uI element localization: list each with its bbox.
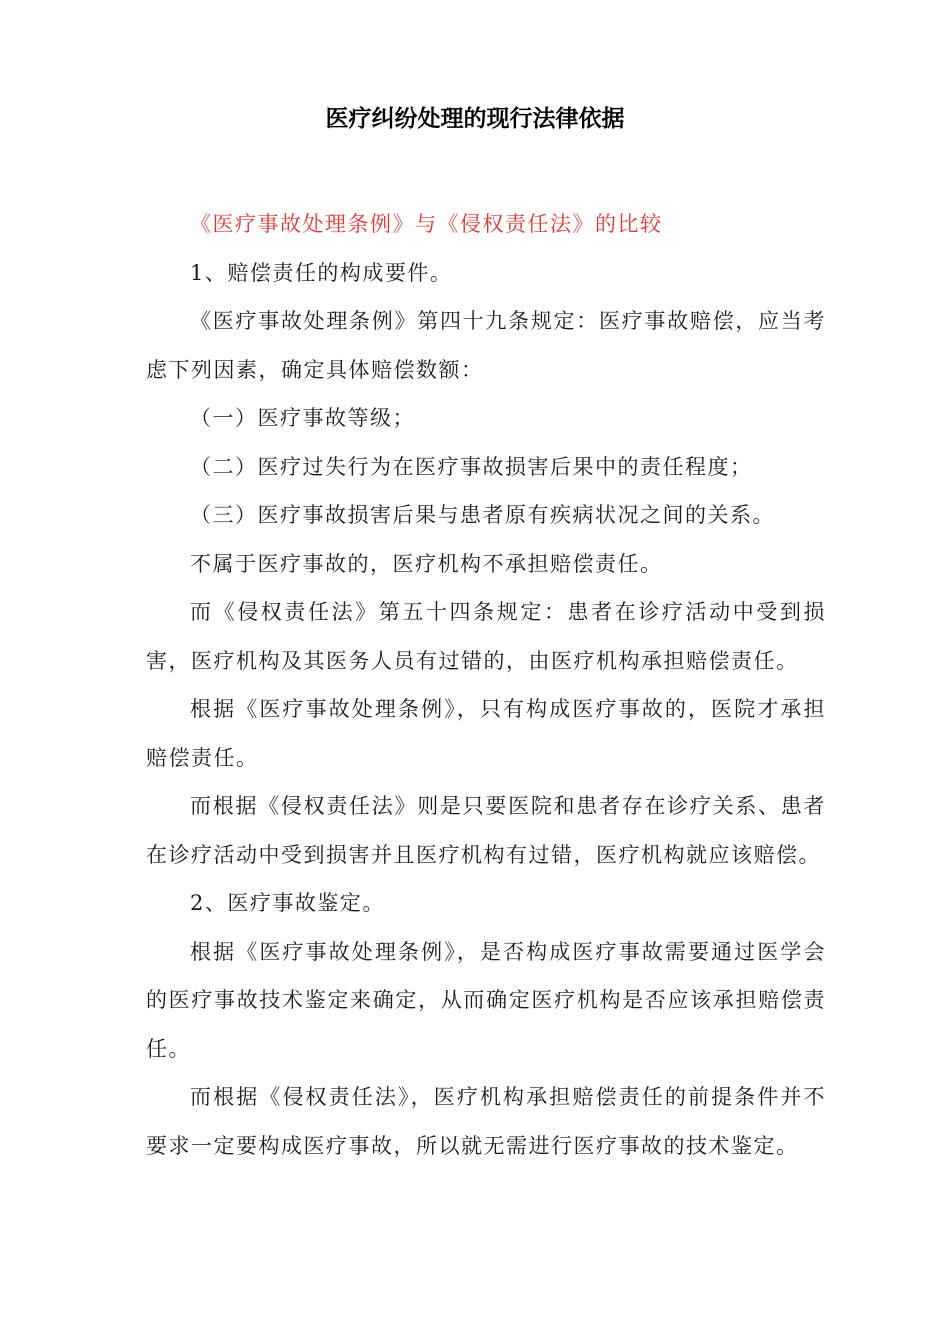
- paragraph-10: 2、医疗事故鉴定。: [190, 891, 385, 915]
- paragraph-4: （二）医疗过失行为在医疗事故损害后果中的责任程度；: [190, 454, 753, 479]
- paragraph-2: 《医疗事故处理条例》第四十九条规定：医疗事故赔偿，应当考虑下列因素，确定具体赔偿数额：: [146, 309, 826, 382]
- paragraph-3: （一）医疗事故等级；: [190, 406, 415, 430]
- paragraph-11: 根据《医疗事故处理条例》，是否构成医疗事故需要通过医学会的医疗事故技术鉴定来确定，从而确定医疗机构是否应该承担赔偿责任。: [146, 939, 826, 1061]
- page-title: 医疗纠纷处理的现行法律依据: [325, 106, 625, 132]
- paragraph-12: 而根据《侵权责任法》，医疗机构承担赔偿责任的前提条件并不要求一定要构成医疗事故，所以就无需进行医疗事故的技术鉴定。: [146, 1085, 826, 1158]
- paragraph-7: 而《侵权责任法》第五十四条规定：患者在诊疗活动中受到损害，医疗机构及其医务人员有过错的，由医疗机构承担赔偿责任。: [146, 600, 826, 673]
- document-body: [146, 200, 826, 1170]
- paragraph-1: 1、赔偿责任的构成要件。: [190, 260, 453, 285]
- paragraph-6: 不属于医疗事故的，医疗机构不承担赔偿责任。: [190, 551, 663, 576]
- section-heading: 《医疗事故处理条例》与《侵权责任法》的比较: [190, 212, 663, 236]
- paragraph-8: 根据《医疗事故处理条例》，只有构成医疗事故的，医院才承担赔偿责任。: [146, 697, 826, 770]
- paragraph-5: （三）医疗事故损害后果与患者原有疾病状况之间的关系。: [190, 503, 775, 527]
- paragraph-9: 而根据《侵权责任法》则是只要医院和患者存在诊疗关系、患者在诊疗活动中受到损害并且医疗机构有过错，医疗机构就应该赔偿。: [146, 794, 826, 867]
